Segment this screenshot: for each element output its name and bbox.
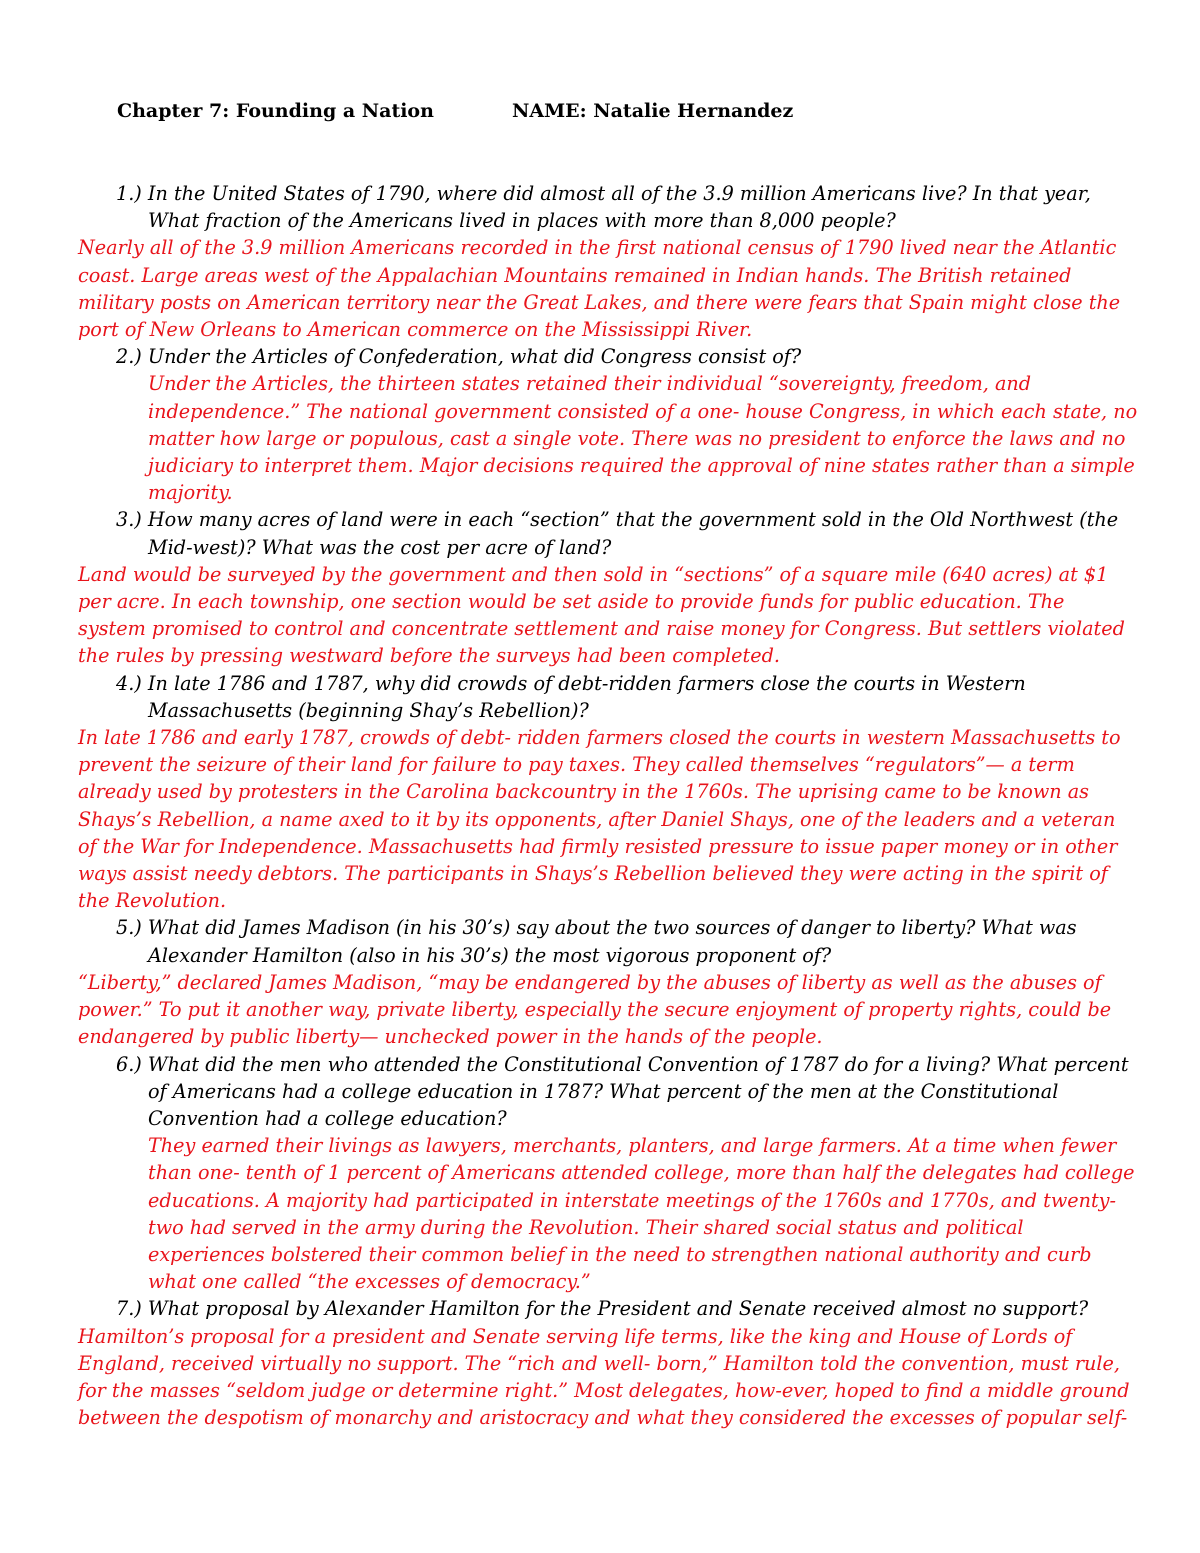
answer-2: Under the Articles, the thirteen states retained their individual “sovereignty, freedom, and independence.” The national government consisted of a one- house Congress, in which each state, no matter how large or populous, cast a single vote. There was no president to enforce the laws and no judiciary to interpret them. Major decisions required the approval of nine states rather than a simple majority. (148, 372, 1138, 505)
question-2: 2.) Under the Articles of Confederation, what did Congress consist of? (116, 345, 802, 369)
question-4: 4.) In late 1786 and 1787, why did crowds of debt-ridden farmers close the courts in Western Massachusetts (beginning Shay’s Rebellion)? (116, 671, 1026, 722)
question-7: 7.) What proposal by Alexander Hamilton for the President and Senate received almost no support? (116, 1297, 1089, 1321)
answer-5: “Liberty,” declared James Madison, “may be endangered by the abuses of liberty as well as the abuses of power.” To put it another way, private liberty, especially the secure enjoyment of property rights, could be endangered by public liberty— unchecked power in the hands of the people. (78, 970, 1112, 1049)
student-name: NAME: Natalie Hernandez (512, 100, 794, 122)
question-6: 6.) What did the men who attended the Constitutional Convention of 1787 do for a living? What percent of Americans had a college education in 1787? What percent of the men at the Constitutional Convention had a college education? (116, 1052, 1129, 1130)
answer-7: Hamilton’s proposal for a president and Senate serving life terms, like the king and House of Lords of England, received virtually no support. The “rich and well- born,” Hamilton told the convention, must rule, for the masses “seldom judge or determine right.” Most delegates, how-ever, hoped to find a middle ground between the despotism of monarchy and aristocracy and what they considered the excesses of popular self- (78, 1324, 1130, 1430)
answer-3: Land would be surveyed by the government and then sold in “sections” of a square mile (640 acres) at $1 per acre. In each township, one section would be set aside to provide funds for public education. The system promised to control and concentrate settlement and raise money for Congress. But settlers violated the rules by pressing westward before the surveys had been completed. (78, 562, 1125, 668)
question-5: 5.) What did James Madison (in his 30’s) say about the two sources of danger to liberty? What was Alexander Hamilton (also in his 30’s) the most vigorous proponent of? (116, 916, 1077, 967)
question-list (78, 180, 1138, 1431)
answer-4: In late 1786 and early 1787, crowds of debt- ridden farmers closed the courts in western Massachusetts to prevent the seizure of their land for failure to pay taxes. They called themselves “regulators”— a term already used by protesters in the Carolina backcountry in the 1760s. The uprising came to be known as Shays’s Rebellion, a name axed to it by its opponents, after Daniel Shays, one of the leaders and a veteran of the War for Independence. Massachusetts had firmly resisted pressure to issue paper money or in other ways assist needy debtors. The participants in Shays’s Rebellion believed they were acting in the spirit of the Revolution. (78, 726, 1121, 913)
question-3: 3.) How many acres of land were in each “section” that the government sold in the Old Northwest (the Mid-west)? What was the cost per acre of land? (116, 508, 1119, 559)
question-1: 1.) In the United States of 1790, where did almost all of the 3.9 million Americans live? In that year, What fraction of the Americans lived in places with more than 8,000 people? (116, 182, 1091, 233)
answer-6: They earned their livings as lawyers, merchants, planters, and large farmers. At a time when fewer than one- tenth of 1 percent of Americans attended college, more than half the delegates had college educations. A majority had participated in interstate meetings of the 1760s and 1770s, and twenty-two had served in the army during the Revolution. Their shared social status and political experiences bolstered their common belief in the need to strengthen national authority and curb what one called “the excesses of democracy.” (148, 1134, 1135, 1294)
page-header (117, 100, 1117, 122)
answer-1: Nearly all of the 3.9 million Americans recorded in the first national census of 1790 lived near the Atlantic coast. Large areas west of the Appalachian Mountains remained in Indian hands. The British retained military posts on American territory near the Great Lakes, and there were fears that Spain might close the port of New Orleans to American commerce on the Mississippi River. (78, 236, 1121, 342)
chapter-title: Chapter 7: Founding a Nation (117, 100, 434, 122)
